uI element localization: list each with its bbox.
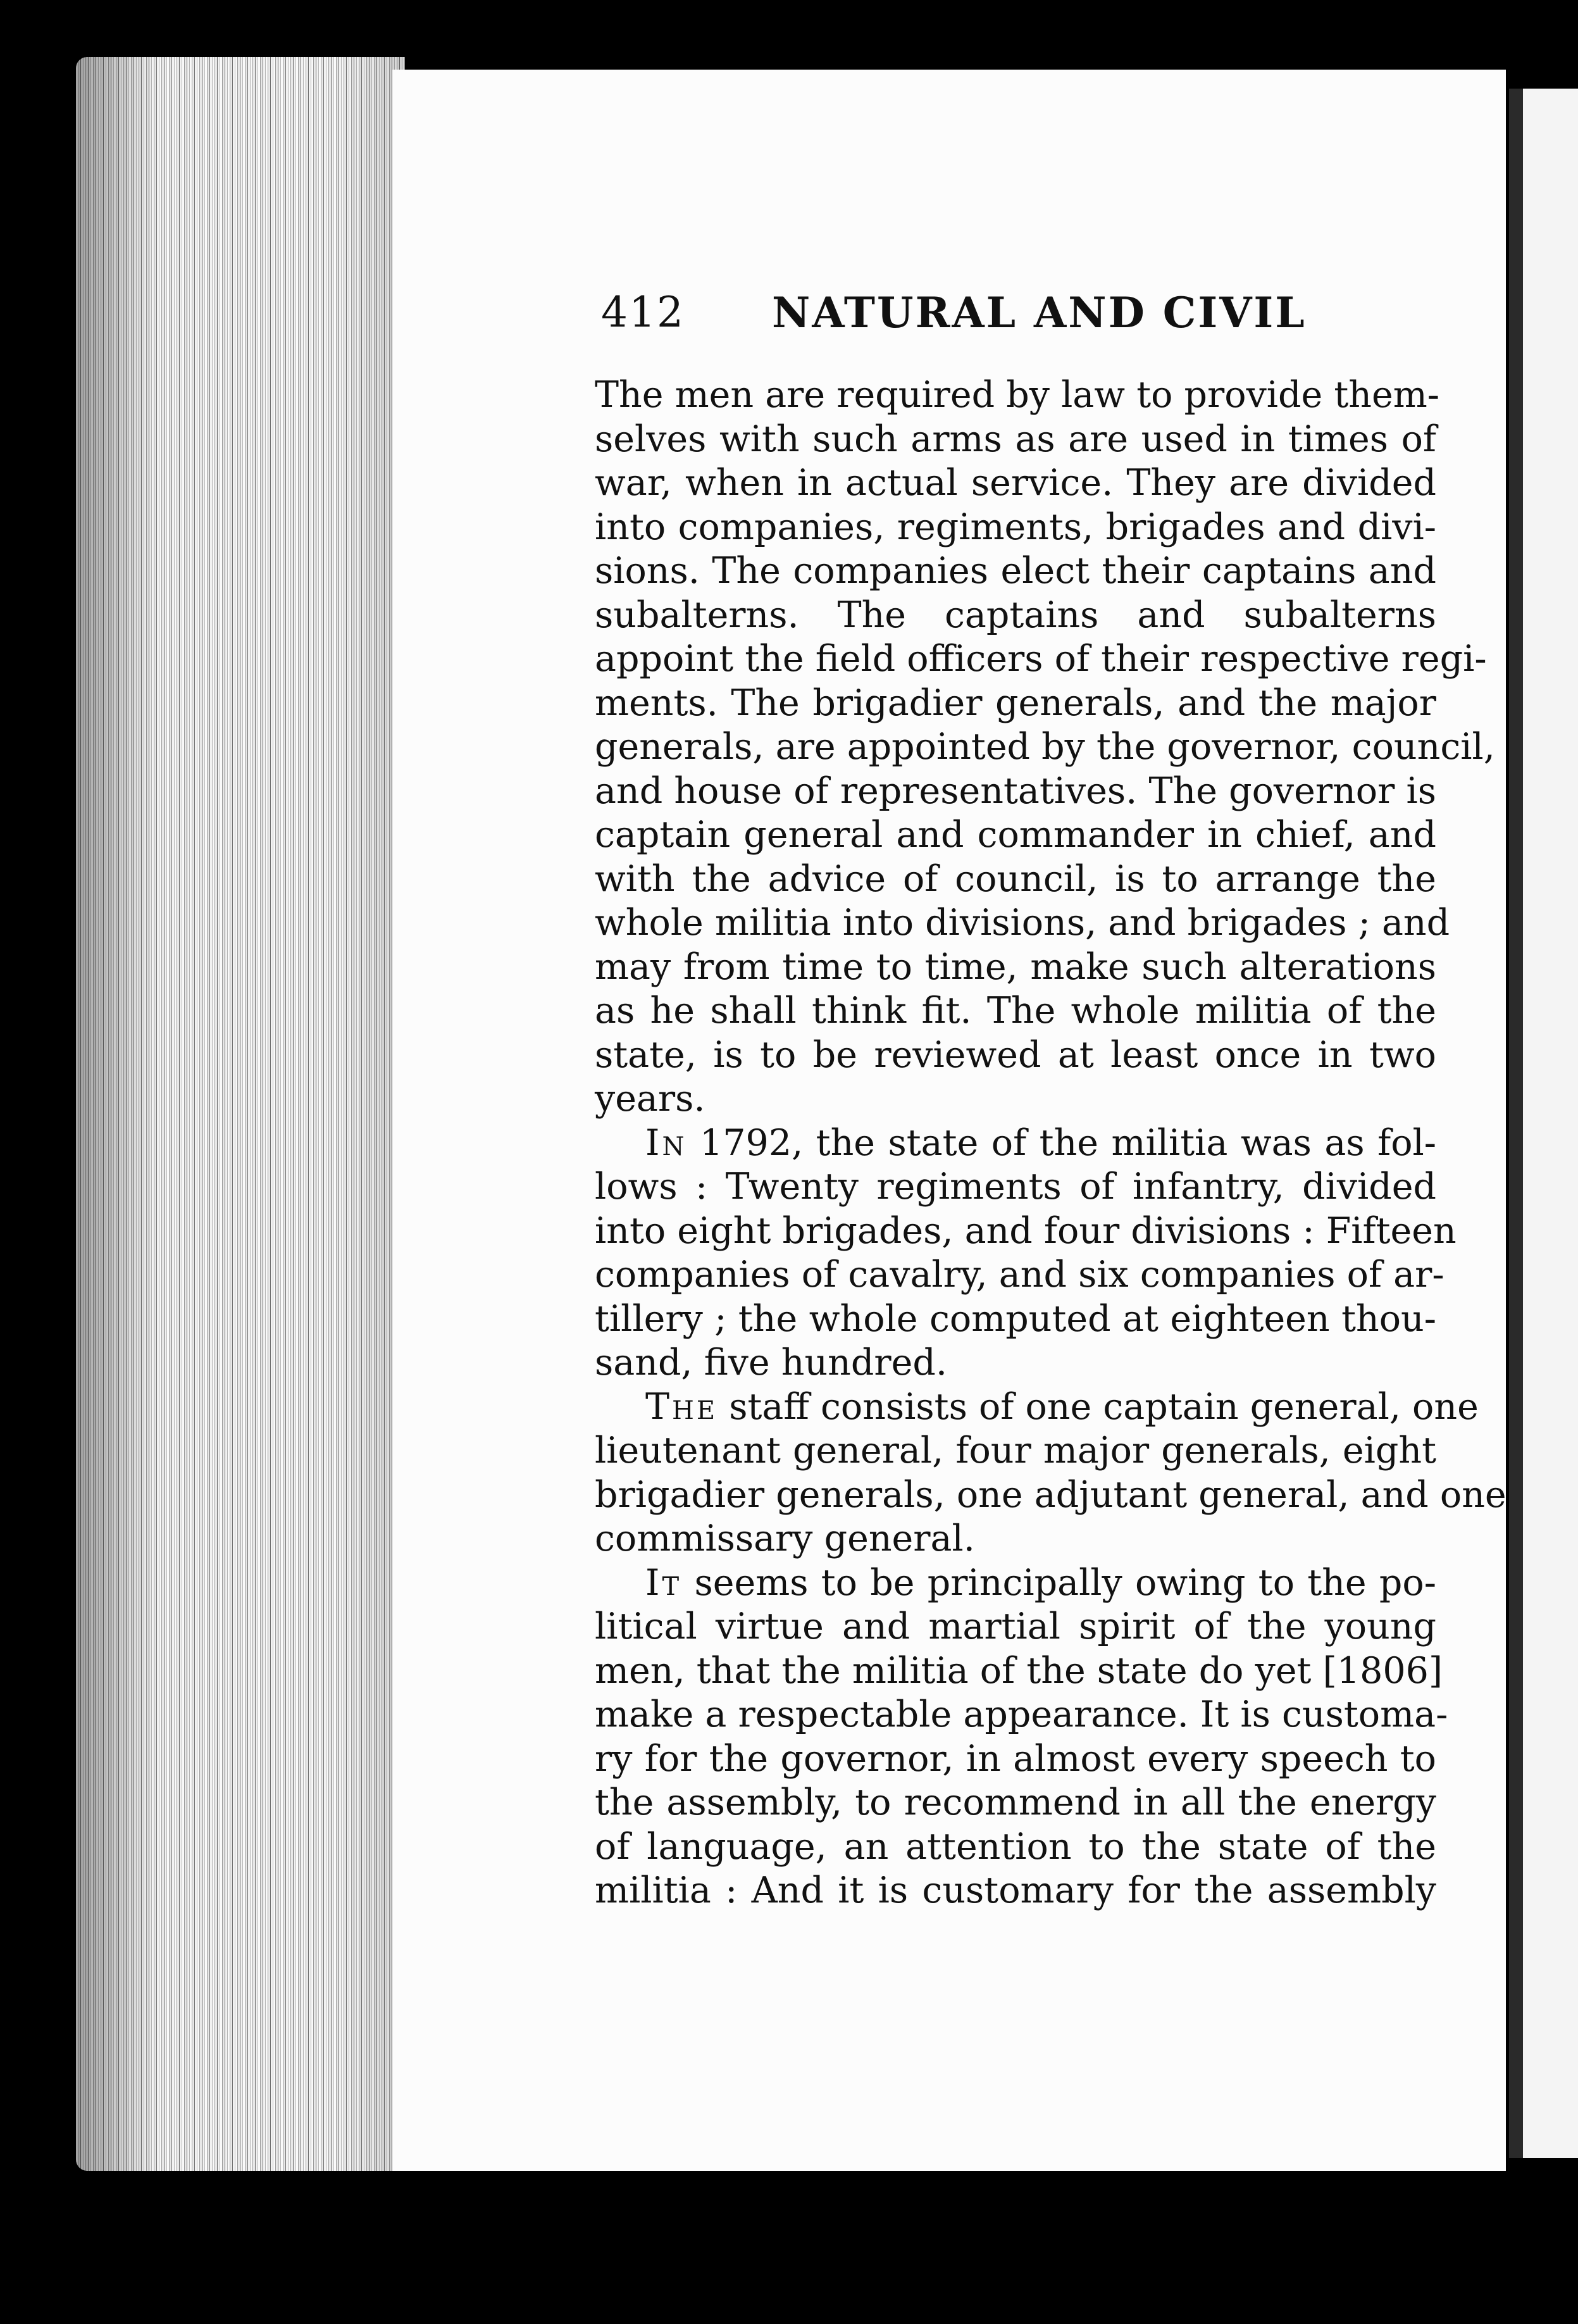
running-title: NATURAL AND CIVIL (772, 288, 1307, 337)
text-line: whole militia into divisions, and brigades ; and (595, 902, 1450, 944)
text-line: may from time to time, make such alterations (595, 946, 1436, 988)
paragraph-4 (595, 1561, 1448, 1913)
text-line: sions. The companies elect their captains and (595, 550, 1436, 592)
text-line-rest: staff consists of one captain general, one (718, 1385, 1479, 1428)
lead-word: The (645, 1385, 718, 1428)
lead-word: It (645, 1561, 682, 1604)
text-line: make a respectable appearance. It is customa- (595, 1694, 1448, 1735)
paragraph-1 (595, 373, 1495, 1121)
text-line: years. (595, 1078, 705, 1120)
text-line: militia : And it is customary for the assembly (595, 1870, 1436, 1911)
text-line: selves with such arms as are used in times of (595, 418, 1436, 460)
text-line (595, 1385, 1479, 1430)
text-line: litical virtue and martial spirit of the young (595, 1606, 1436, 1647)
text-line: appoint the field officers of their respective regi- (595, 638, 1487, 680)
text-line: of language, an attention to the state of the (595, 1825, 1436, 1868)
text-line: commissary general. (595, 1518, 975, 1559)
paragraph-2 (595, 1121, 1457, 1385)
text-line: The men are required by law to provide them- (595, 374, 1440, 416)
text-line: with the advice of council, is to arrange the (595, 858, 1436, 900)
text-line: companies of cavalry, and six companies of ar- (595, 1254, 1444, 1296)
text-line: captain general and commander in chief, and (595, 814, 1436, 856)
text-line-rest: 1792, the state of the militia was as fol- (686, 1121, 1436, 1164)
text-line: men, that the militia of the state do yet [1806] (595, 1649, 1443, 1692)
text-line (595, 1561, 1436, 1606)
text-line: brigadier generals, one adjutant general, and one (595, 1473, 1507, 1516)
text-line: subalterns. The captains and subalterns (595, 594, 1436, 636)
text-line: and house of representatives. The governor is (595, 770, 1436, 812)
text-line: as he shall think fit. The whole militia of the (595, 990, 1436, 1032)
text-line: into companies, regiments, brigades and divi- (595, 506, 1436, 548)
lead-word: In (645, 1121, 687, 1164)
page-number: 412 (601, 288, 685, 337)
text-line: ments. The brigadier generals, and the major (595, 682, 1436, 724)
book-page-edges (76, 57, 405, 2171)
text-line: generals, are appointed by the governor, council, (595, 726, 1495, 768)
text-line (595, 1121, 1436, 1166)
paragraph-3 (595, 1385, 1507, 1561)
text-line: tillery ; the whole computed at eighteen thou- (595, 1297, 1436, 1340)
text-line: state, is to be reviewed at least once in two (595, 1034, 1436, 1076)
text-line: war, when in actual service. They are divided (595, 462, 1436, 504)
book-page (392, 70, 1506, 2171)
text-line-rest: seems to be principally owing to the po- (681, 1561, 1436, 1604)
body-text (595, 373, 1507, 1913)
text-line: ry for the governor, in almost every speech to (595, 1737, 1436, 1780)
text-line: sand, five hundred. (595, 1342, 947, 1384)
text-line: lieutenant general, four major generals, eight (595, 1430, 1436, 1471)
text-line: the assembly, to recommend in all the energy (595, 1782, 1436, 1823)
text-line: into eight brigades, and four divisions : Fifteen (595, 1209, 1457, 1252)
adjacent-page-strip (1509, 89, 1578, 2158)
text-line: lows : Twenty regiments of infantry, divided (595, 1166, 1436, 1208)
